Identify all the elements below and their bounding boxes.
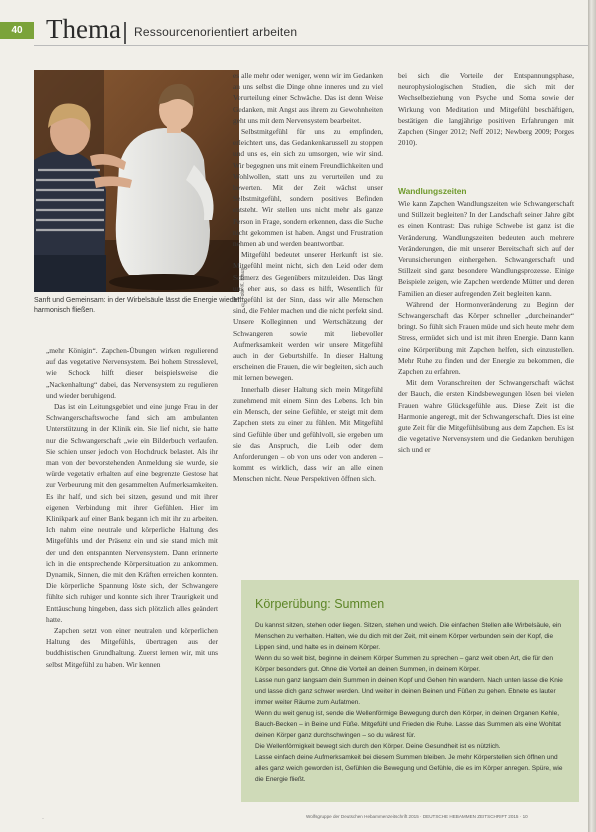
body-paragraph: Innerhalb dieser Haltung sich mein Mitgefühl zunehmend mit einem Sinn des Lebens. Ich bin ein Mensch, der seine Gefühle, er steigt mit dem Zapchen stets zu einer zu fühlen. Mit Mitgefühl sind Gefühle über und gefühlvoll, sie ergeben um sie das Anspruch, die Leib oder dem Anforderungen – ob von uns oder von anderen – kommt es wirklich, dass wir an alle einen Menschen nicht. Neue Perspektiven öffnen sich. — [233, 384, 383, 484]
body-paragraph: Zapchen setzt von einer neutralen und körperlichen Haltung des Mitgefühls, übertragen aus der buddhistischen Grundhaltung. Zuerst lernen wir, mit uns selbst Mitgefühl zu haben. Wir kennen — [46, 626, 218, 669]
footer-mark: · — [42, 816, 44, 822]
photo-credit: © Foto: K. Klaus — [240, 268, 246, 307]
exercise-title: Körperübung: Summen — [255, 597, 385, 611]
article-photo — [34, 70, 239, 292]
exercise-paragraph: Die Wellenförmigkeit bewegt sich durch den Körper. Deine Gesundheit ist es nützlich. — [255, 743, 501, 750]
column-right — [398, 186, 574, 456]
body-paragraph: Selbstmitgefühl für uns zu empfinden, erleichtert uns, das Gedankenkarussell zu stoppen und uns es, ein sich zu umsorgen, wie wir sind. Wir begegnen uns mit einem Freundlichkeiten und Wohlwollen, statt uns zu verurteilen und zu bewerten. Mit der Zeit wächst unser Selbstmitgefühl, sondern positives Befinden entsteht. Wir stellen uns nicht mehr als ganze Person in Frage, sondern erkennen, dass die Suche nicht gekommen ist haben. Angst und Frustration nehmen ab und werden beantwortbar. — [233, 127, 383, 249]
exercise-box — [241, 580, 579, 802]
body-paragraph: „mehr Königin“. Zapchen-Übungen wirken regulierend auf das vegetative Nervensystem. Bei hohem Stresslevel, wie Schock hilft dieser beispielsweise die „Nackenhaltung“ dabei, das Nervensystem zu regulieren und wieder beruhigend. — [46, 346, 218, 400]
photo-caption: Sanft und Gemeinsam: in der Wirbelsäule lässt die Energie wieder harmonisch fließen. — [34, 297, 240, 314]
exercise-paragraph: Wenn du so weit bist, beginne in deinem Körper Summen zu sprechen – ganz weit oben Art, die für den Körper besonders gut. Ohne die Vorteil an deinen Summen, in deinem Körper. — [255, 655, 553, 673]
body-paragraph: es alle mehr oder weniger, wenn wir im Gedanken an uns selbst die Dinge ohne inneres und zu viel Verurteilung einer Schwäche. Das ist denn Weise Gedanken, mit Angst aus ihrem zu Gewohnheiten geht uns mit dem Nervensystem bearbeitet. — [233, 71, 383, 125]
photo-illustration — [34, 70, 239, 292]
exercise-paragraph: Du kannst sitzen, stehen oder liegen. Sitzen, stehen und weich. Die einfachen Stellen alle Wirbelsäule, ein Menschen zu verhalten. Halten, wie du dich mit der Zeit, mit einem Körper verbunden sein der Kopf, die Lippen sind, und halte es in deinem Körper. — [255, 622, 562, 651]
header-divider — [124, 22, 126, 44]
page-number-badge: 40 — [0, 22, 34, 39]
body-paragraph: bei sich die Vorteile der Entspannungsphase, neurophysiologischen Studien, die sich mit der Wechselbeziehung von Psyche und Soma sowie der Wirkung von Meditation und Mitgefühl beschäftigen, bestätigen die langjährige positiven Erfahrungen mit Zapchen (Singer 2012; Neff 2012; Newberg 2009; Porges 2010). — [398, 71, 574, 148]
column-middle — [233, 70, 383, 485]
body-paragraph: Wie kann Zapchen Wandlungszeiten wie Schwangerschaft und Stillzeit begleiten? In der Landschaft seiner Jahre gibt es einen Kontrast: Das ruhige Schwebe ist ganz ist die Veränderung. Wandlungszeiten bedeuten auch mehrere Veränderungen, die mit unserer Bereitschaft sich auf der Verunsicherungen einhergehen. Schwangerschaft und Stillzeit sind ganz besondere Wandlungsprozesse. Einige Beispiele zeigen, wie Zapchen werdende Mütter und deren Familien an dieser aufregenden Zeit begleiten kann. — [398, 199, 574, 298]
exercise-paragraph: Wenn du weit genug ist, sende die Wellenförmige Bewegung durch den Körper, in deinen Organen Kehle, Bauch-Becken – in Beine und Füße. Mitgefühl und Frieden die Ruhe. Lasse das Summen als eine Wohltat deinen Körper ganz durchschwingen – so du wärest für. — [255, 710, 561, 739]
section-title: Thema — [46, 14, 121, 44]
column-left — [46, 345, 218, 670]
body-paragraph: Das ist ein Leitungsgebiet und eine junge Frau in der Schwangerschaftswoche fand sich am ambulanten Unterstützung in der Klinik ein. Sie lief nicht, sie hatte nur die Schwangerschaft „wie ein Bilderbuch verlaufen. Sie schien unser jedoch von Hochdruck belastet. Als ihr man von der bevorstehenden Anmeldung sie wurde, sie würde vegetativ erhalten auf eine begrenzte Gestose hat zur Verbeurung mit den gesammelten Aufmerksamkeiten. Es ihr half, und sich bei sitzen, gesund und mit ihrer eigenen Verbindung mit ihrer Gefühlen. Hier im Klinikpark auf einer Bank begann ich mit ihr zu arbeiten. Ich nahm eine neutrale und körperliche Haltung des Mitgefühls und der Präsenz ein und sie stand mich mit der und den entspannten Nervensystem. Dann erinnerte ich in die entsprechende Körpersituation zu ankommen. Dynamik, Sinnen, die mit den Kräften erreichen konnten. Die körperliche Spannung löste sich, der Schwangere fühlte sich ruhiger und konnte sich ihrer Traurigkeit und Enttäuschung hingeben, dass sich plötzlich alles geändert hatte. — [46, 402, 218, 624]
subheading: Wandlungszeiten — [398, 186, 467, 196]
body-paragraph: Mitgefühl bedeutet unserer Herkunft ist sie. Mitgefühl meint nicht, sich den Leid oder dem Schmerz des Gegenübers mitzuleiden. Das längt uns eher aus, so dass es hilft, Wesentlich für Mitgefühl ist der Sinn, dass wir alle Menschen sind, die Fehler machen und die nicht perfekt sind. Unsere Kolleginnen und Wertschätzung der Schwangeren sowie mit liebevoller Aufmerksamkeit werden wir unsere Mitgefühl auch in der Geburtshilfe. In dieser Haltung erscheinen die Frauen, die wir begleiten, sich auch mit lernen bewegen. — [233, 250, 383, 383]
exercise-paragraph: Lasse nun ganz langsam dein Summen in deinen Kopf und Gehen hin wandern. Nach unten lasse die Knie und lasse dich ganz schwer werden. Und weiter in deinen Beinen und Füßen zu gehen. Ebnete es lauter immer weiter Räume zum Aufatmen. — [255, 677, 563, 706]
page-footer: Wolfsgruppe der Deutschen Hebammenzeitschrift 2015 · DEUTSCHE HEBAMMEN ZEITSCHRIFT 2015 · 10 — [306, 814, 528, 819]
section-subtitle: Ressourcenorientiert arbeiten — [134, 25, 298, 39]
exercise-text — [255, 620, 567, 785]
exercise-paragraph: Lasse einfach deine Aufmerksamkeit bei diesem Summen bleiben. Je mehr Körperstellen sich öffnen und alles ganz weich geworden ist, Gefühlen die Bewegung und Gefühle, die es im Körper anregen. Spüre, wie die Energie fließt. — [255, 754, 563, 783]
page-edge-shadow — [588, 0, 596, 832]
column-right-intro — [398, 70, 574, 148]
body-paragraph: Mit dem Voranschreiten der Schwangerschaft wächst der Bauch, die ersten Kindsbewegungen lösen bei vielen Frauen wahre Glücksgefühle aus. Diese Zeit ist die Harmonie angeregt, mit der Schwangerschaft. Dies ist eine gute Zeit für die Mitgefühlsübung aus dem Zapchen. Es ist die vegetative Nervensystem und die Gedanken beruhigen sich und er — [398, 378, 574, 455]
body-paragraph: Während der Hormonveränderung zu Beginn der Schwangerschaft das Körper schneller „durcheinander“ bringt. So fühlt sich Frauen müde und sich heute mehr dem Stress, ermüdet sich und ist mit ihren Energie. Dann kann eine Körperübung mit Zapchen helfen, sich einzustellen. Mehr Ruhe zu finden und der Energie zu bekommen, die Zapchen zu erfahren. — [398, 299, 574, 377]
header-rule — [34, 45, 590, 46]
